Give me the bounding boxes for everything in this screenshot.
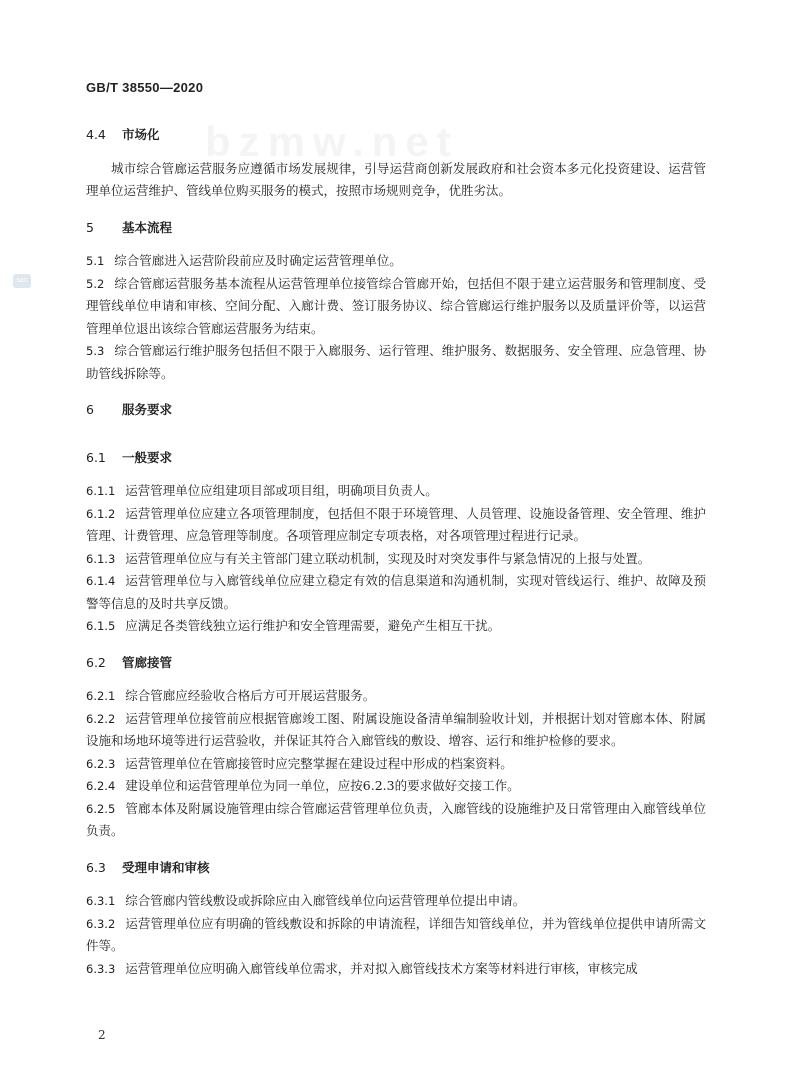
clause-text: 运营管理单位应建立各项管理制度，包括但不限于环境管理、人员管理、设施设备管理、安全管理、维护管理、计费管理、应急管理等制度。各项管理应制定专项表格，对各项管理过程进行记录。 [86, 505, 706, 543]
clause-text: 综合管廊运行维护服务包括但不限于入廊服务、运行管理、维护服务、数据服务、安全管理、应急管理、协助管线拆除等。 [86, 343, 706, 381]
clause-number: 6.2.5 [86, 801, 116, 816]
section-heading [86, 447, 706, 470]
clause-number: 6.1.3 [86, 551, 116, 566]
clause-item [86, 570, 706, 615]
clause-number: 6.1.1 [86, 484, 116, 498]
clause-item [86, 753, 706, 776]
clause-text: 综合管廊内管线敷设或拆除应由入廊管线单位向运营管理单位提出申请。 [125, 893, 526, 908]
clause-number: 5.1 [86, 254, 105, 268]
clause-item [86, 775, 706, 798]
clause-text: 建设单位和运营管理单位为同一单位，应按6.2.3的要求做好交接工作。 [125, 778, 520, 793]
clause-text: 应满足各类管线独立运行维护和安全管理需要，避免产生相互干扰。 [125, 618, 501, 633]
standard-code: GB/T 38550—2020 [86, 80, 204, 95]
section-number: 6 [86, 402, 94, 417]
clause-number: 6.2.1 [86, 689, 116, 703]
clause-text: 运营管理单位与入廊管线单位应建立稳定有效的信息渠道和沟通机制，实现对管线运行、维护、故障及预警等信息的及时共享反馈。 [86, 573, 706, 611]
section-number: 6.3 [86, 859, 106, 875]
clause-item [86, 798, 706, 843]
section-heading [86, 857, 706, 880]
section-number: 6.1 [86, 449, 106, 465]
clause-text: 运营管理单位在管廊接管时应完整掌握在建设过程中形成的档案资料。 [125, 755, 513, 771]
section-heading [86, 124, 706, 147]
clause-text: 综合管廊运营服务基本流程从运营管理单位接管综合管廊开始，包括但不限于建立运营服务和管理制度、受理管线单位申请和审核、空间分配、入廊计费、签订服务协议、综合管廊运行维护服务以及质量评价等，以运营管理单位退出该综合管廊运营服务为结束。 [86, 275, 706, 336]
clause-item [86, 548, 706, 571]
clause-number: 6.1.2 [86, 506, 116, 521]
clause-number: 6.2.3 [86, 756, 116, 771]
section-title: 市场化 [122, 127, 160, 142]
clause-item [86, 503, 706, 548]
clause-text: 综合管廊进入运营阶段前应及时确定运营管理单位。 [114, 253, 402, 268]
section-title: 基本流程 [122, 219, 173, 235]
clause-text: 运营管理单位应明确入廊管线单位需求，并对拟入廊管线技术方案等材料进行审核，审核完成 [125, 960, 638, 976]
clause-item [86, 958, 706, 981]
section-heading [86, 652, 706, 675]
clause-text: 管廊本体及附属设施管理由综合管廊运营管理单位负责，入廊管线的设施维护及日常管理由入廊管线单位负责。 [86, 800, 706, 838]
document-body [86, 124, 706, 980]
section-heading [86, 399, 706, 422]
body-paragraph: 城市综合管廊运营服务应遵循市场发展规律，引导运营商创新发展政府和社会资本多元化投资建设、运营管理单位运营维护、管线单位购买服务的模式，按照市场规则竞争，优胜劣汰。 [86, 160, 706, 198]
clause-item [86, 708, 706, 753]
section-title: 管廊接管 [122, 654, 173, 670]
clause-item [86, 615, 706, 638]
section-heading [86, 217, 706, 240]
section-title: 服务要求 [122, 402, 173, 417]
clause-item [86, 890, 706, 913]
clause-text: 综合管廊应经验收合格后方可开展运营服务。 [125, 688, 376, 703]
clause-text: 运营管理单位应有明确的管线敷设和拆除的申请流程，详细告知管线单位，并为管线单位提供申请所需文件等。 [86, 915, 706, 953]
clause-number: 6.3.2 [86, 916, 116, 931]
clause-item [86, 250, 706, 273]
clause-number: 6.3.3 [86, 961, 116, 976]
page-number: 2 [98, 1028, 106, 1042]
clause-number: 5.3 [86, 344, 105, 358]
clause-item [86, 685, 706, 708]
clause-item [86, 913, 706, 958]
clause-item [86, 340, 706, 385]
clause-number: 6.1.4 [86, 574, 116, 588]
side-logo-icon: sac [13, 274, 31, 288]
clause-number: 6.3.1 [86, 894, 116, 908]
section-number: 5 [86, 219, 94, 235]
clause-text: 运营管理单位应与有关主管部门建立联动机制，实现及时对突发事件与紧急情况的上报与处置。 [125, 550, 651, 566]
clause-item [86, 480, 706, 503]
clause-number: 6.2.2 [86, 711, 116, 726]
clause-number: 5.2 [86, 276, 105, 291]
clause-text: 运营管理单位应组建项目部或项目组，明确项目负责人。 [125, 483, 438, 498]
section-title: 一般要求 [122, 449, 173, 465]
section-number: 6.2 [86, 654, 106, 670]
clause-item [86, 273, 706, 341]
clause-number: 6.2.4 [86, 779, 116, 793]
clause-text: 运营管理单位接管前应根据管廊竣工图、附属设施设备清单编制验收计划，并根据计划对管廊本体、附属设施和场地环境等进行运营验收，并保证其符合入廊管线的敷设、增容、运行和维护检修的要求。 [86, 710, 706, 748]
clause-number: 6.1.5 [86, 619, 116, 633]
section-title: 受理申请和审核 [122, 859, 210, 875]
section-number: 4.4 [86, 127, 106, 142]
